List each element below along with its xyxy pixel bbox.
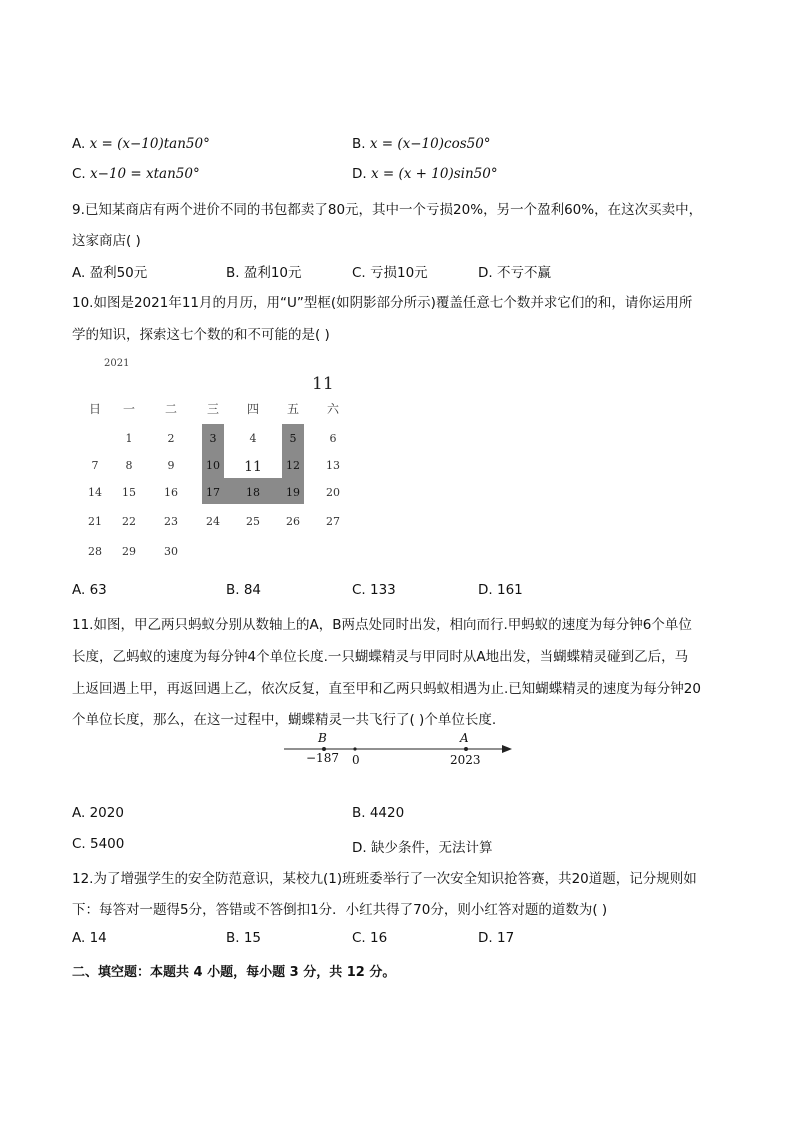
calendar-day: 14 [88, 486, 102, 499]
q9-option-d: D. 不亏不赢 [478, 265, 551, 281]
calendar-day: 17 [206, 486, 220, 499]
calendar-day: 25 [246, 515, 260, 528]
q11-option-b: B. 4420 [352, 805, 405, 821]
calendar-day: 13 [326, 459, 340, 472]
calendar-day: 20 [326, 486, 340, 499]
point-b-label: B [318, 731, 327, 745]
weekday-header: 四 [246, 402, 259, 416]
calendar-day: 2 [167, 432, 175, 445]
weekday-header: 三 [206, 402, 219, 416]
q11-stem-line3: 上返回遇上甲，再返回遇上乙，依次反复，直至甲和乙两只蚂蚁相遇为止.已知蝴蝶精灵的速度为每分钟20 [72, 681, 701, 697]
calendar-day: 4 [249, 432, 257, 445]
q11-stem-line4: 个单位长度，那么，在这一过程中，蝴蝶精灵一共飞行了( )个单位长度. [72, 712, 497, 728]
calendar-day: 8 [125, 459, 133, 472]
origin-label: 0 [352, 753, 360, 767]
q10-stem-line1: 10.如图是2021年11月的月历，用“U”型框(如阴影部分所示)覆盖任意七个数并求它们的和，请你运用所 [72, 295, 693, 311]
calendar-year: 2021 [104, 358, 130, 369]
q9-stem-line1: 9.已知某商店有两个进价不同的书包都卖了80元，其中一个亏损20%，另一个盈利60%，在这次买卖中， [72, 202, 703, 218]
calendar-month: 11 [312, 374, 334, 394]
calendar-day: 3 [209, 432, 217, 445]
q12-option-d: D. 17 [478, 930, 515, 946]
calendar-day: 29 [122, 545, 136, 558]
calendar-day: 10 [206, 459, 220, 472]
number-line-figure [282, 733, 514, 773]
q8-option-d: D. x = (x + 10)sin50° [352, 166, 498, 182]
calendar-day: 1 [125, 432, 133, 445]
calendar-day: 12 [286, 459, 300, 472]
calendar-day: 18 [246, 486, 260, 499]
calendar-day: 26 [286, 515, 300, 528]
q10-stem-line2: 学的知识，探索这七个数的和不可能的是( ) [72, 327, 330, 343]
q9-stem-line2: 这家商店( ) [72, 233, 141, 249]
q12-option-a: A. 14 [72, 930, 107, 946]
q12-option-b: B. 15 [226, 930, 262, 946]
calendar-day: 22 [122, 515, 136, 528]
q11-option-d: D. 缺少条件，无法计算 [352, 840, 493, 856]
section-2-heading: 二、填空题：本题共 4 小题，每小题 3 分，共 12 分。 [72, 965, 396, 980]
weekday-header: 一 [122, 402, 135, 416]
calendar-day: 27 [326, 515, 340, 528]
calendar-day: 11 [244, 459, 262, 475]
q12-option-c: C. 16 [352, 930, 388, 946]
calendar-day: 7 [91, 459, 99, 472]
q9-option-b: B. 盈利10元 [226, 265, 302, 281]
weekday-header: 六 [326, 402, 339, 416]
calendar-figure [72, 352, 362, 572]
weekday-header: 二 [164, 402, 177, 416]
q9-option-a: A. 盈利50元 [72, 265, 148, 281]
q11-stem-line2: 长度，乙蚂蚁的速度为每分钟4个单位长度.一只蝴蝶精灵与甲同时从A地出发，当蝴蝶精灵碰到乙后，马 [72, 649, 689, 665]
point-a-label: A [460, 731, 469, 745]
q10-option-c: C. 133 [352, 582, 396, 598]
calendar-day: 30 [164, 545, 178, 558]
q10-option-b: B. 84 [226, 582, 262, 598]
weekday-header: 日 [88, 402, 101, 416]
q8-option-b: B. x = (x−10)cos50° [352, 136, 491, 152]
calendar-day: 19 [286, 486, 300, 499]
q11-option-a: A. 2020 [72, 805, 124, 821]
point-b-value: −187 [306, 751, 339, 765]
weekday-header: 五 [286, 402, 299, 416]
q10-option-a: A. 63 [72, 582, 107, 598]
calendar-day: 9 [167, 459, 175, 472]
q11-stem-line1: 11.如图，甲乙两只蚂蚁分别从数轴上的A，B两点处同时出发，相向而行.甲蚂蚁的速度为每分钟6个单位 [72, 617, 692, 633]
calendar-day: 5 [289, 432, 297, 445]
q11-option-c: C. 5400 [72, 836, 125, 852]
q12-stem-line2: 下：每答对一题得5分，答错或不答倒扣1分．小红共得了70分，则小红答对题的道数为( ) [72, 902, 608, 918]
calendar-day: 15 [122, 486, 136, 499]
calendar-day: 24 [206, 515, 220, 528]
q8-option-a: A. x = (x−10)tan50° [72, 136, 210, 152]
calendar-day: 21 [88, 515, 102, 528]
calendar-day: 23 [164, 515, 178, 528]
q12-stem-line1: 12.为了增强学生的安全防范意识，某校九(1)班班委举行了一次安全知识抢答赛，共20道题，记分规则如 [72, 871, 697, 887]
point-a-value: 2023 [450, 753, 481, 767]
calendar-day: 16 [164, 486, 178, 499]
q8-option-c: C. x−10 = xtan50° [72, 166, 200, 182]
calendar-day: 28 [88, 545, 102, 558]
calendar-day: 6 [329, 432, 337, 445]
q9-option-c: C. 亏损10元 [352, 265, 428, 281]
q10-option-d: D. 161 [478, 582, 523, 598]
